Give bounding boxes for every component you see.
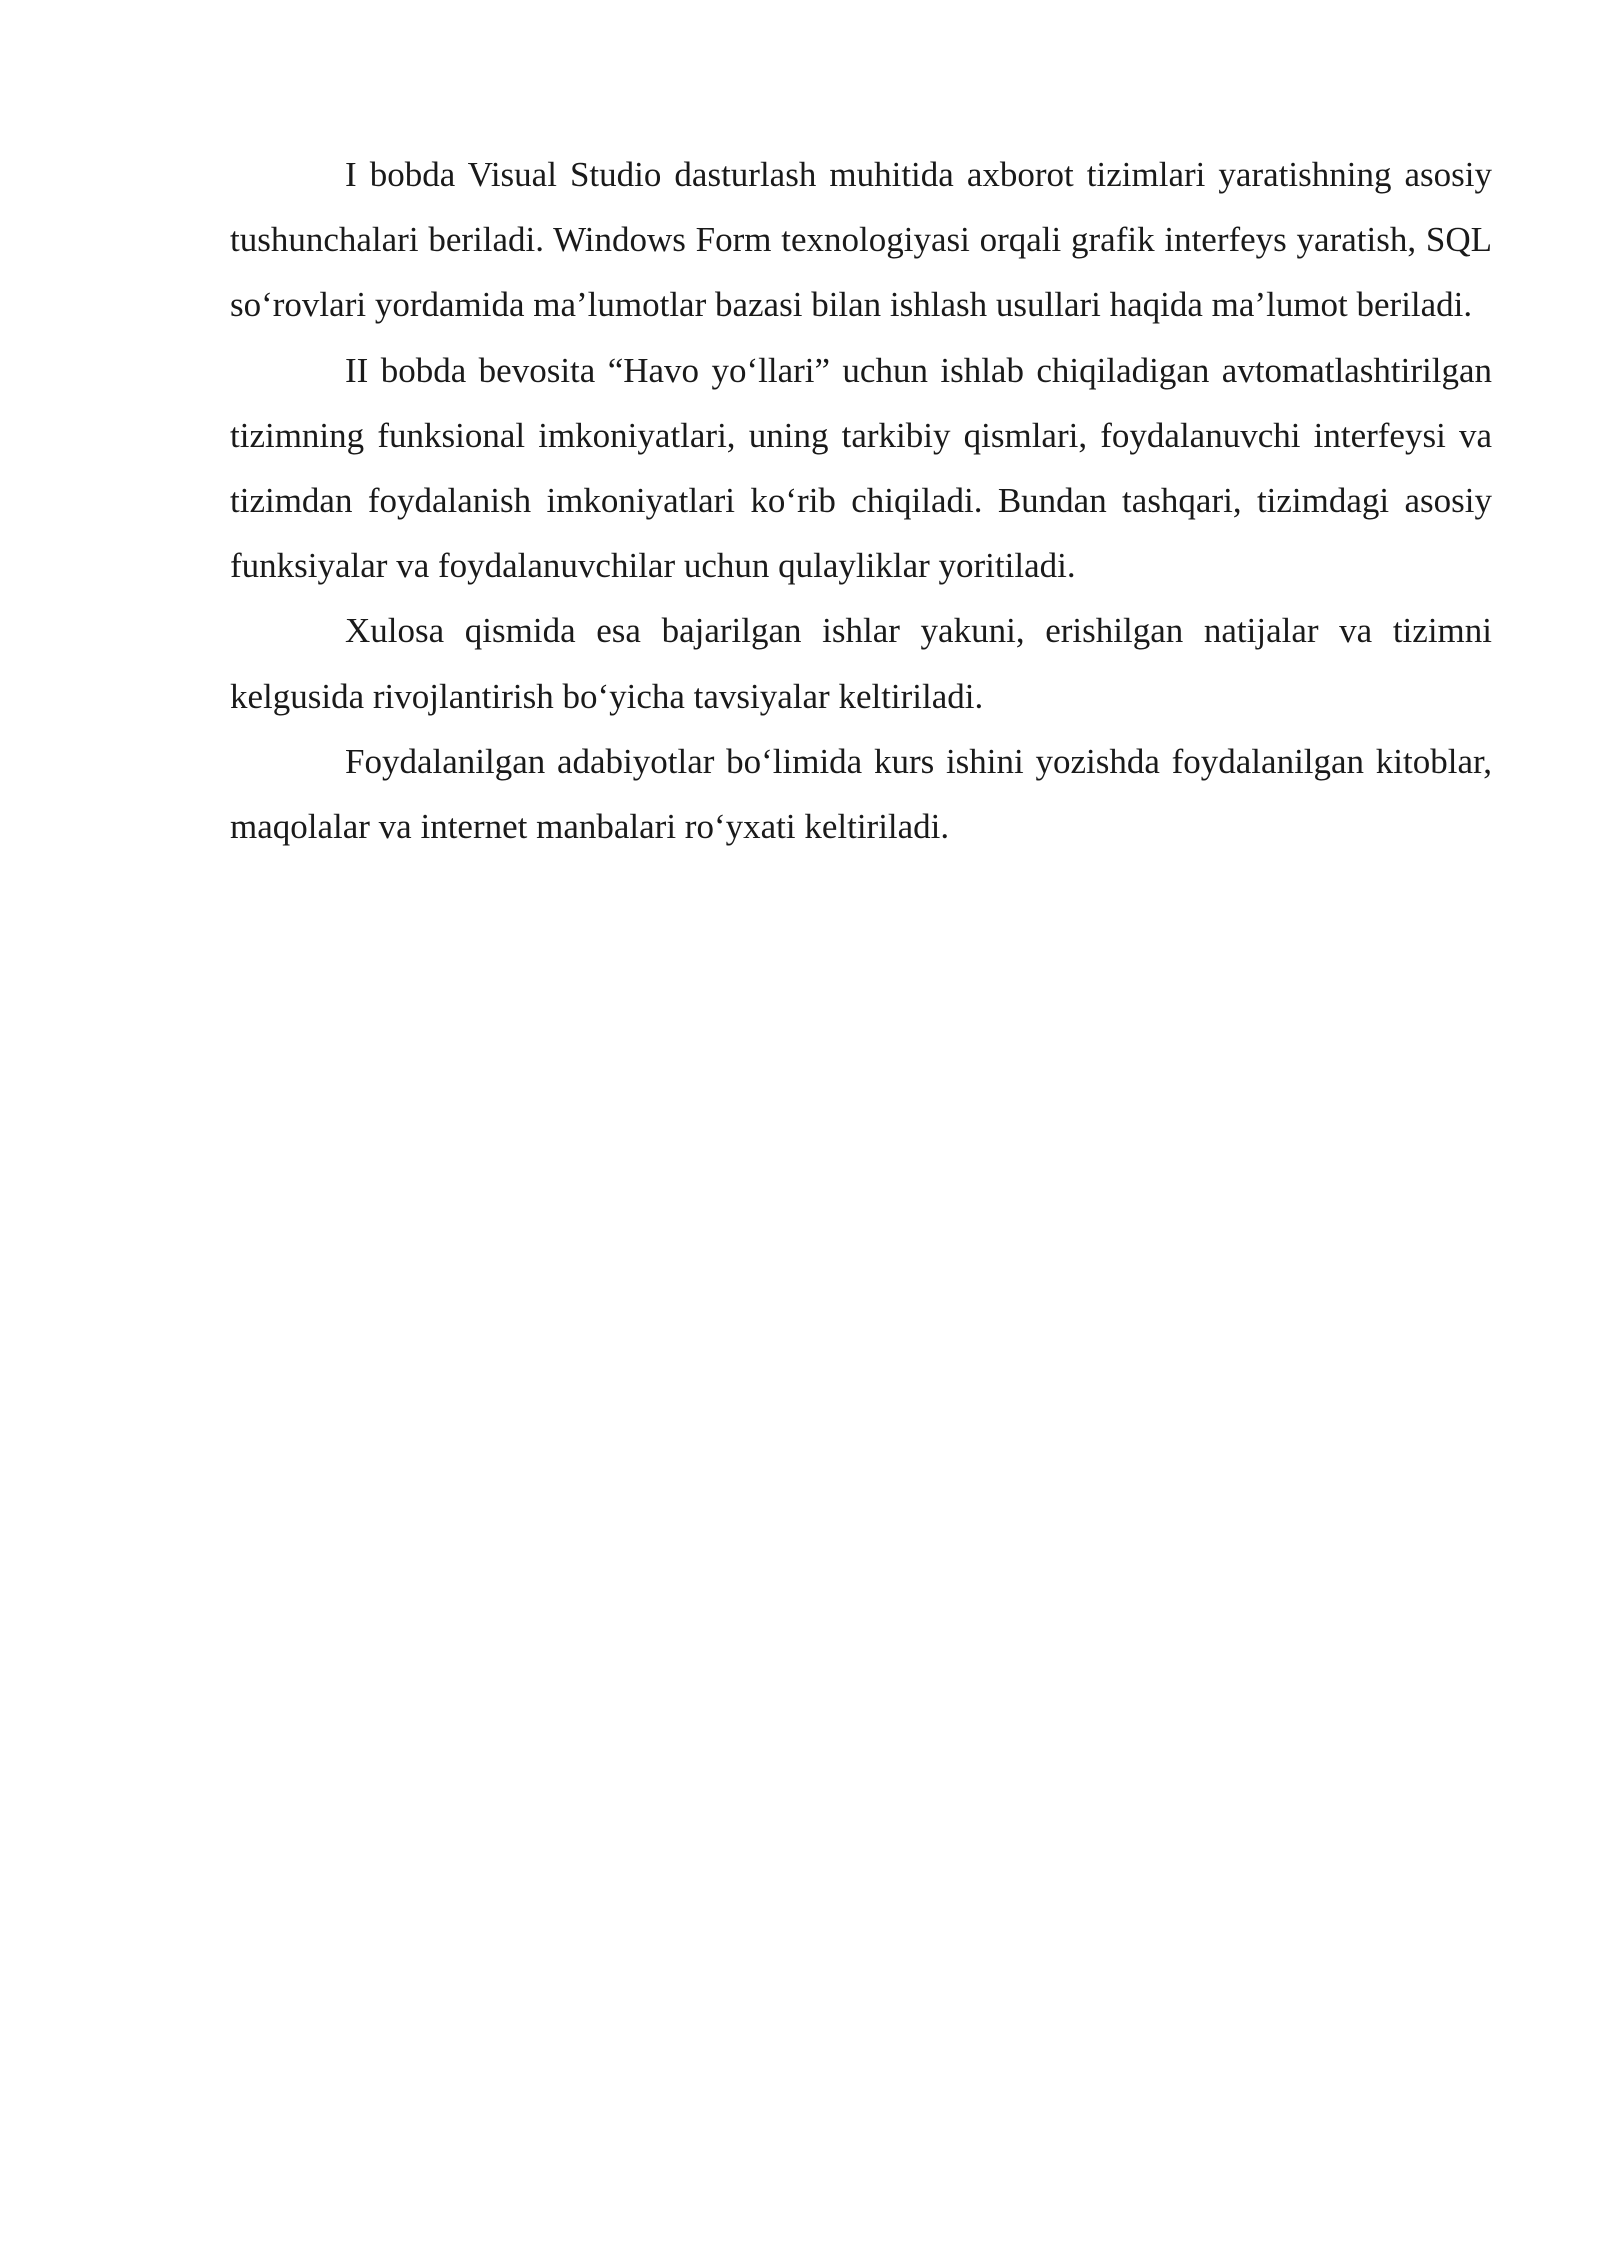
paragraph-conclusion: Xulosa qismida esa bajarilgan ishlar yakuni, erishilgan natijalar va tizimni kelgusida rivojlantirish bo‘yicha tavsiyalar keltiriladi. bbox=[230, 611, 1492, 716]
paragraph-chapter-two: II bobda bevosita “Havo yo‘llari” uchun ishlab chiqiladigan avtomatlashtirilgan tizimning funksional imkoniyatlari, uning tarkibiy qismlari, foydalanuvchi interfeysi va tizimdan foydalanish imkoniyatlari ko‘rib chiqiladi. Bundan tashqari, tizimdagi asosiy funksiyalar va foydalanuvchilar uchun qulayliklar yoritiladi. bbox=[230, 350, 1492, 586]
paragraph-chapter-one: I bobda Visual Studio dasturlash muhitida axborot tizimlari yaratishning asosiy tushunchalari beriladi. Windows Form texnologiyasi orqali grafik interfeys yaratish, SQL so‘rovlari yordamida ma’lumotlar bazasi bilan ishlash usullari haqida ma’lumot beriladi. bbox=[230, 155, 1492, 325]
body-text bbox=[230, 142, 1492, 859]
paragraph-references: Foydalanilgan adabiyotlar bo‘limida kurs ishini yozishda foydalanilgan kitoblar, maqolalar va internet manbalari ro‘yxati keltiriladi. bbox=[230, 741, 1492, 847]
